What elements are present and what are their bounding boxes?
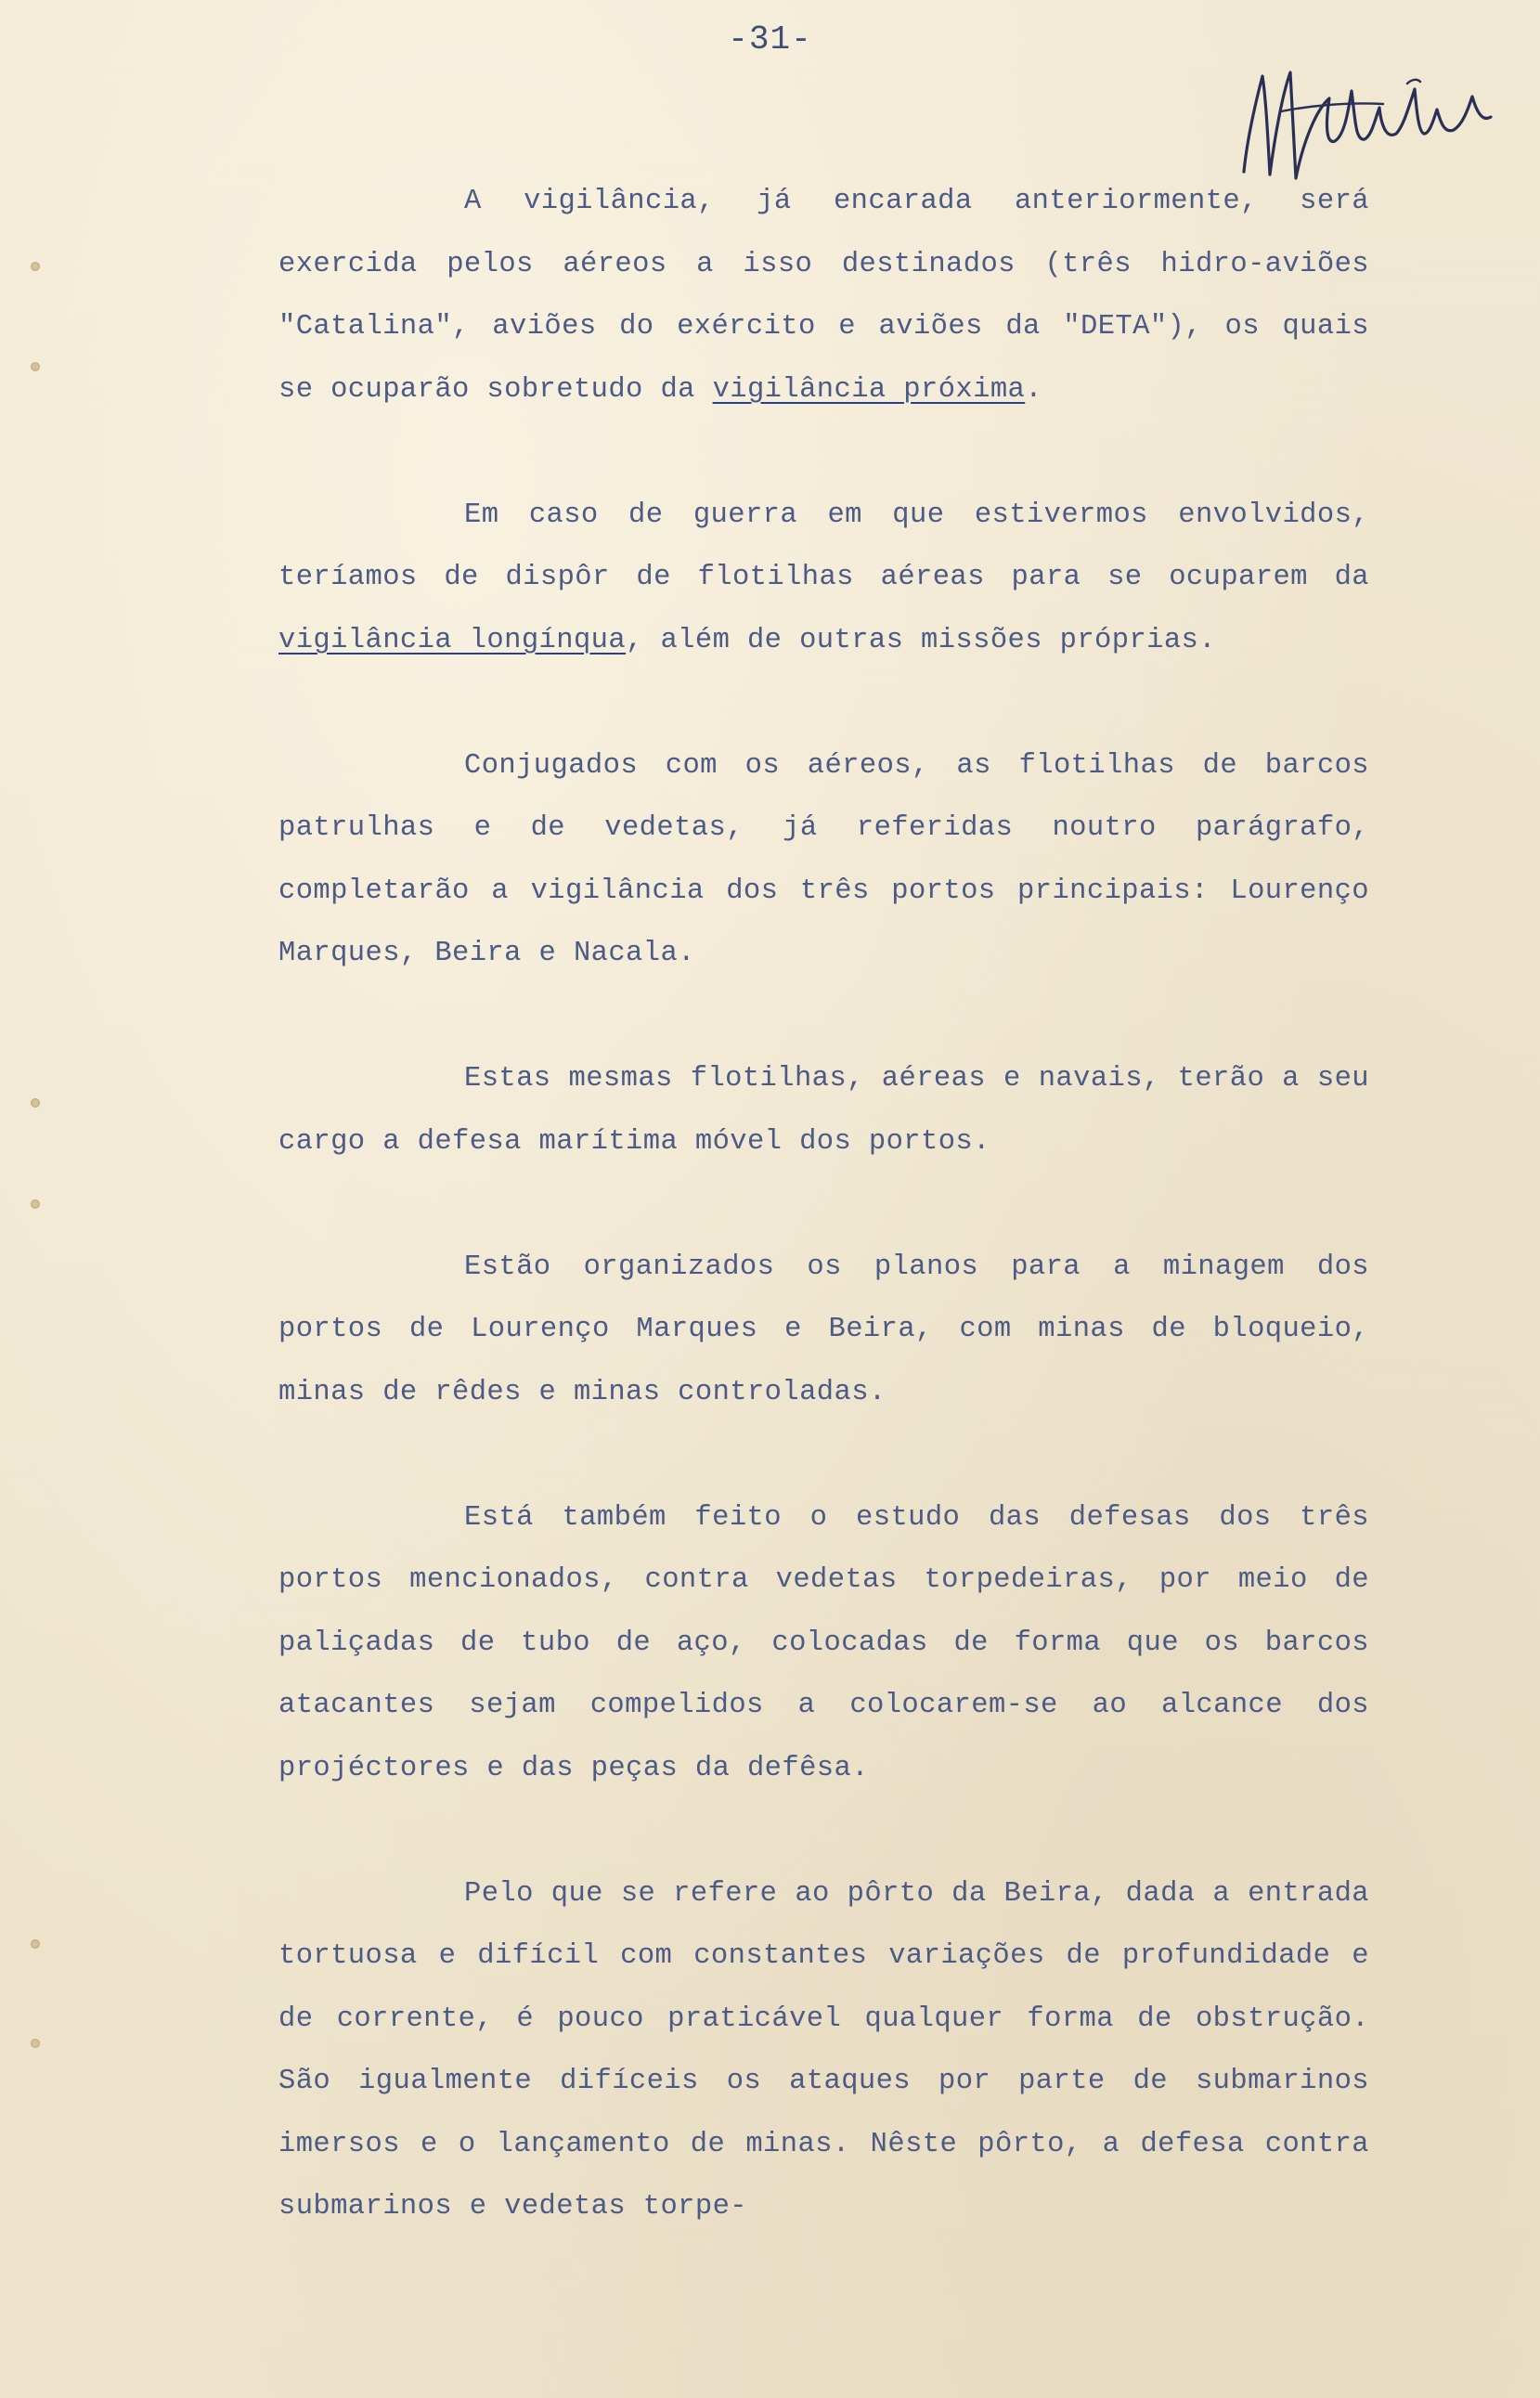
underlined-term: vigilância próxima — [712, 373, 1026, 406]
paragraph-4: Estas mesmas flotilhas, aéreas e navais, terão a seu cargo a defesa marítima móvel dos portos. — [278, 1063, 1369, 1158]
paragraph-5: Estão organizados os planos para a minagem dos portos de Lourenço Marques e Beira, com minas de bloqueio, minas de rêdes e minas controladas. — [278, 1251, 1369, 1408]
body-text — [278, 171, 1369, 2239]
paragraph-6: Está também feito o estudo das defesas dos três portos mencionados, contra vedetas torpedeiras, por meio de paliçadas de tubo de aço, colocadas de forma que os barcos atacantes sejam compelidos a colocarem-se ao alcance dos projéctores e das peças da defêsa. — [278, 1501, 1369, 1784]
paragraph-3: Conjugados com os aéreos, as flotilhas de barcos patrulhas e de vedetas, já referidas noutro parágrafo, completarão a vigilância dos três portos principais: Lourenço Marques, Beira e Nacala. — [278, 749, 1369, 969]
punch-hole — [31, 262, 40, 271]
punch-hole — [31, 2039, 40, 2048]
paragraph-2: Em caso de guerra em que estivermos envolvidos, teríamos de dispôr de flotilhas aéreas para se ocuparem da vigilância longínqua, além de outras missões próprias. — [278, 499, 1369, 656]
page-number: -31- — [728, 20, 812, 58]
punch-hole — [31, 362, 40, 371]
paragraph-1: A vigilância, já encarada anteriormente, será exercida pelos aéreos a isso destinados (três hidro-aviões "Catalina", aviões do exército e aviões da "DETA"), os quais se ocuparão sobretudo da vigilância próxima. — [278, 186, 1369, 406]
paragraph-7: Pelo que se refere ao pôrto da Beira, dada a entrada tortuosa e difícil com constantes variações de profundidade e de corrente, é pouco praticável qualquer forma de obstrução. São igualmente difíceis os ataques por parte de submarinos imersos e o lançamento de minas. Nêste pôrto, a defesa contra submarinos e vedetas torpe- — [278, 1877, 1369, 2223]
underlined-term: vigilância longínqua — [278, 624, 627, 656]
punch-hole — [31, 1098, 40, 1108]
punch-hole — [31, 1939, 40, 1949]
punch-hole — [31, 1199, 40, 1209]
